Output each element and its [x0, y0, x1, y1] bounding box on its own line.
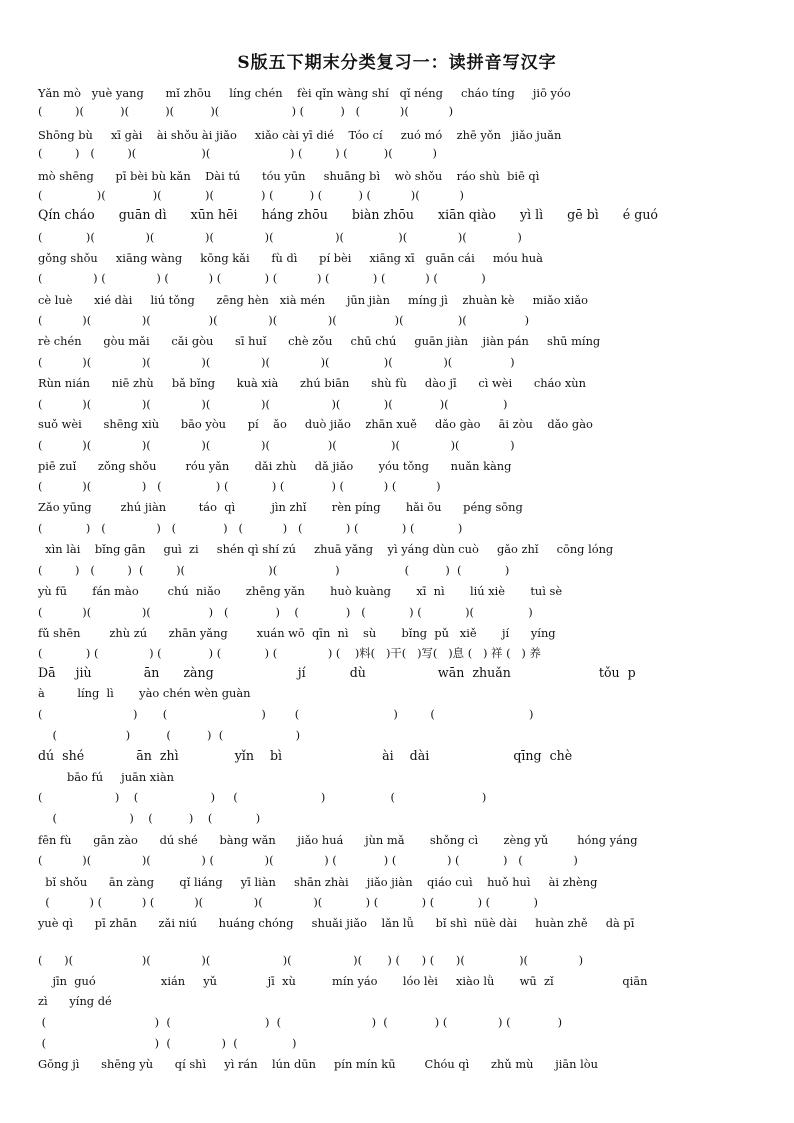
worksheet-title: S版五下期末分类复习一：读拼音写汉字 [237, 53, 557, 73]
pinyin-row: rè chén gòu mǎi cǎi gòu sī huǐ chè zǒu chū chú guān jiàn jiàn pán shū míng [38, 334, 601, 348]
answer-row: ( ) ( ) ( ) [38, 811, 261, 825]
answer-row: ( )( )( )( )( ) ( ) ( )( ) [38, 104, 454, 118]
answer-row: ( ) ( ) ( ) ( ) ( ) ( )料( )干( )写( )息 ( ) 祥 ( ) 养 [38, 646, 541, 660]
answer-row: ( )( )( )( )( )( )( )( ) [38, 313, 530, 327]
pinyin-row: Qín cháo guān dì xūn hēi háng zhōu biàn zhōu xiān qiào yì lì gē bì é guó [38, 207, 659, 222]
pinyin-row: bāo fú juān xiàn [38, 770, 174, 784]
pinyin-row: gǒng shǒu xiāng wàng kōng kǎi fù dì pí bèi xiāng xī guān cái móu huà [38, 251, 543, 265]
pinyin-row: fēn fù gān zào dú shé bàng wǎn jiǎo huá jùn mǎ shǒng cì zèng yǔ hóng yáng [38, 833, 638, 847]
pinyin-row: zì yíng dé [38, 994, 112, 1008]
answer-row: ( )( )( )( )( )( )( )( ) [38, 397, 508, 411]
pinyin-row: fǔ shēn zhù zú zhān yǎng xuán wō qīn nì sù bǐng pǔ xiě jí yíng [38, 626, 556, 640]
answer-row: ( ) ( ) ( ) ( ) [38, 707, 534, 721]
pinyin-row: Dā jiù ān zàng jí dù wān zhuǎn tǒu p [38, 665, 636, 680]
pinyin-row: bǐ shǒu ān zàng qǐ liáng yī liàn shān zhài jiǎo jiàn qiáo cuì huǒ huì ài zhèng [38, 875, 598, 889]
answer-row: ( )( )( )( )( )( ) ( ) ( )( )( ) [38, 953, 584, 967]
answer-row: ( )( )( )( )( )( )( )( ) [38, 355, 515, 369]
answer-row: ( ) ( ) ( ) [38, 728, 301, 742]
answer-row: ( )( )( )( ) ( ) ( ) ( )( ) [38, 188, 464, 202]
answer-row: ( )( )( ) ( ) ( ) ( ) ( )( ) [38, 605, 533, 619]
pinyin-row: suǒ wèi shēng xiù bāo yòu pí ǎo duò jiǎo zhān xuě dǎo gào āi zòu dǎo gào [38, 417, 593, 431]
pinyin-row: cè luè xié dài liú tǒng zēng hèn xià mén jūn jiàn míng jì zhuàn kè miǎo xiǎo [38, 293, 588, 307]
answer-row: ( ) ( ) ( ) ( ) ( ) ( ) ( ) ( ) [38, 271, 486, 285]
pinyin-row: Rùn nián niē zhù bǎ bǐng kuà xià zhú biān shù fù dào jī cì wèi cháo xùn [38, 376, 586, 390]
pinyin-row: dú shé ān zhì yǐn bì ài dài qīng chè [38, 748, 573, 763]
pinyin-row: Yǎn mò yuè yang mǐ zhōu líng chén fèi qǐn wàng shí qǐ néng cháo tíng jiō yóo [38, 86, 571, 100]
pinyin-row: piē zuǐ zǒng shǒu róu yǎn dǎi zhù dǎ jiǎo yóu tǒng nuǎn kàng [38, 459, 512, 473]
pinyin-row: xìn lài bǐng gān guì zi shén qì shí zú zhuā yǎng yì yáng dùn cuò gǎo zhǐ cōng lóng [38, 542, 614, 556]
pinyin-row: Gōng jì shēng yù qí shì yì rán lún dūn pín mín kū Chóu qì zhǔ mù jiān lòu [38, 1057, 598, 1071]
answer-row: ( ) ( )( )( ) ( ) ( )( ) [38, 146, 437, 160]
pinyin-row: yù fū fán mào chú niǎo zhēng yǎn huò kuàng xī nì liú xiè tuì sè [38, 584, 563, 598]
answer-row: ( ) ( ) ( ) ( ) ( ) ( ) [38, 1015, 563, 1029]
answer-row: ( ) ( ) ( ) [38, 1036, 297, 1050]
answer-row: ( ) ( ) ( ) ( ) ( ) ( ) ( ) [38, 521, 463, 535]
answer-row: ( )( )( ) ( )( ) ( ) ( ) ( ) ( ) [38, 853, 578, 867]
answer-row: ( )( )( )( )( )( )( )( ) [38, 230, 522, 244]
pinyin-row: Zǎo yūng zhú jiàn táo qì jìn zhǐ rèn píng hǎi ōu péng sōng [38, 500, 523, 514]
answer-row: ( ) ( ) ( )( )( )( ) ( ) ( ) ( ) [38, 895, 538, 909]
answer-row: ( )( )( )( )( )( )( )( ) [38, 438, 515, 452]
answer-row: ( ) ( ) ( ) ( ) [38, 790, 487, 804]
answer-row: ( ) ( ) ( )( )( ) ( ) ( ) [38, 563, 510, 577]
pinyin-row: à líng lì yào chén wèn guàn [38, 686, 251, 700]
pinyin-row: mò shēng pī bèi bù kǎn Dài tú tóu yūn shuāng bì wò shǒu ráo shù biē qì [38, 169, 540, 183]
answer-row: ( )( ) ( ) ( ) ( ) ( ) ( ) [38, 479, 441, 493]
pinyin-row: Shōng bù xī gài ài shǒu ài jiǎo xiǎo cài yī dié Tóo cí zuó mó zhē yǒn jiǎo juǎn [38, 128, 562, 142]
pinyin-row: jīn guó xián yǔ jī xù mín yáo lóo lèi xiào lǜ wū zǐ qiān [38, 974, 648, 988]
pinyin-row: yuè qì pī zhān zǎi niú huáng chóng shuǎi jiǎo lǎn lǚ bǐ shì nüè dài huàn zhě dà pī [38, 916, 635, 930]
